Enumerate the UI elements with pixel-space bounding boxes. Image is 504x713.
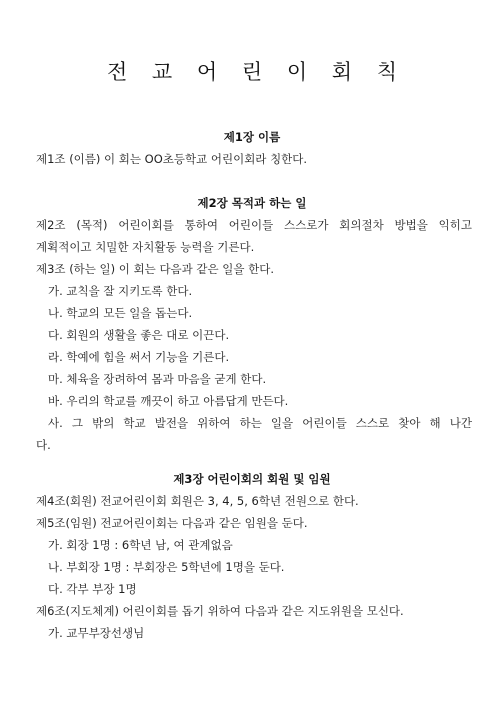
- chapter-1-heading: 제1장 이름: [223, 130, 281, 144]
- list-item: 가. 회장 1명 : 6학년 남, 여 관계없음: [48, 538, 233, 552]
- list-item-continuation: 다.: [36, 438, 51, 452]
- list-item: 나. 부회장 1명 : 부회장은 5학년에 1명을 둔다.: [48, 560, 285, 574]
- chapter-2-heading: 제2장 목적과 하는 일: [197, 196, 307, 210]
- article-2-line-2: 계획적이고 치밀한 자치활동 능력을 기른다.: [36, 240, 255, 254]
- list-item: 다. 각부 부장 1명: [48, 582, 137, 596]
- article-1: 제1조 (이름) 이 회는 OO초등학교 어린이회라 칭한다.: [36, 152, 308, 166]
- list-item: 다. 회원의 생활을 좋은 대로 이끈다.: [48, 328, 230, 342]
- article-6: 제6조(지도체계) 어린이회를 돕기 위하여 다음과 같은 지도위원을 모신다.: [36, 604, 404, 618]
- list-item: 나. 학교의 모든 일을 돕는다.: [48, 306, 193, 320]
- article-3: 제3조 (하는 일) 이 회는 다음과 같은 일을 한다.: [36, 262, 275, 276]
- article-4: 제4조(회원) 전교어린이회 회원은 3, 4, 5, 6학년 전원으로 한다.: [36, 494, 359, 508]
- chapter-3-heading: 제3장 어린이회의 회원 및 임원: [173, 472, 331, 486]
- list-item: 마. 체육을 장려하여 몸과 마음을 굳게 한다.: [48, 372, 267, 386]
- article-2-line-1: 제2조 (목적) 어린이회를 통하여 어린이들 스스로가 회의절차 방법을 익히고: [36, 218, 472, 232]
- list-item: 라. 학예에 힘을 써서 기능을 기른다.: [48, 350, 230, 364]
- list-item: 가. 교칙을 잘 지키도록 한다.: [48, 284, 193, 298]
- list-item: 바. 우리의 학교를 깨끗이 하고 아름답게 만든다.: [48, 394, 289, 408]
- list-item: 사. 그 밖의 학교 발전을 위하여 하는 일을 어린이들 스스로 찾아 해 나간: [48, 416, 472, 430]
- list-item: 가. 교무부장선생님: [48, 626, 145, 640]
- article-5: 제5조(임원) 전교어린이회는 다음과 같은 임원을 둔다.: [36, 516, 308, 530]
- document-title: 전 교 어 린 이 회 칙: [106, 60, 407, 84]
